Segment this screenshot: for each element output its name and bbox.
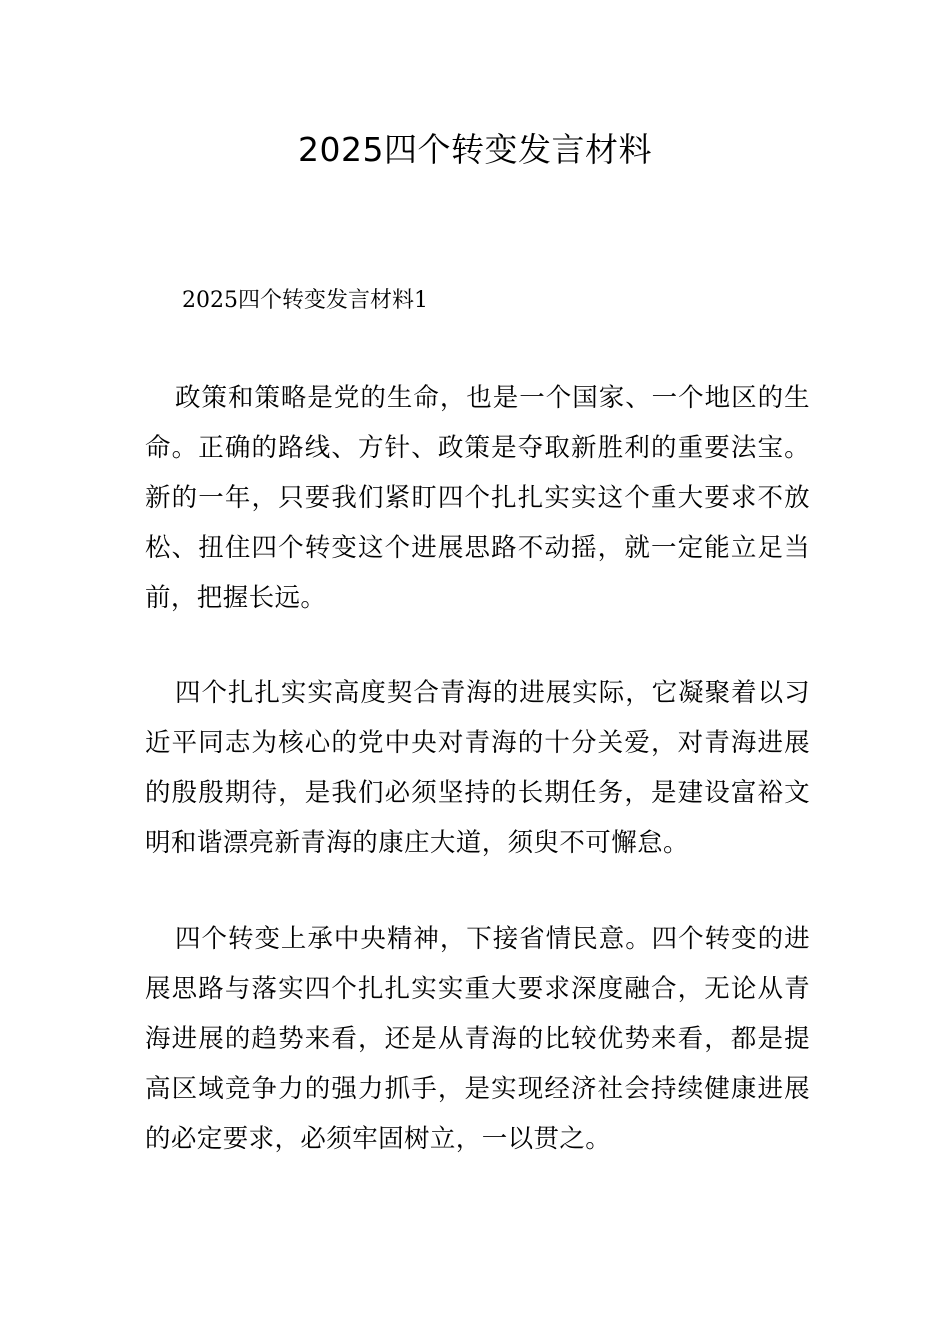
paragraph-1: 政策和策略是党的生命，也是一个国家、一个地区的生命。正确的路线、方针、政策是夺取新胜利的重要法宝。新的一年，只要我们紧盯四个扎扎实实这个重大要求不放松、扭住四个转变这个进展思路不动摇，就一定能立足当前，把握长远。 [145,383,810,613]
paragraph-3: 四个转变上承中央精神，下接省情民意。四个转变的进展思路与落实四个扎扎实实重大要求深度融合，无论从青海进展的趋势来看，还是从青海的比较优势来看，都是提高区域竞争力的强力抓手，是实现经济社会持续健康进展的必定要求，必须牢固树立，一以贯之。 [145,924,810,1154]
paragraph-2: 四个扎扎实实高度契合青海的进展实际，它凝聚着以习近平同志为核心的党中央对青海的十分关爱，对青海进展的殷殷期待，是我们必须坚持的长期任务，是建设富裕文明和谐漂亮新青海的康庄大道，须臾不可懈怠。 [145,678,810,858]
document-title: 2025四个转变发言材料 [298,130,652,169]
section-heading: 2025四个转变发言材料1 [182,288,428,313]
